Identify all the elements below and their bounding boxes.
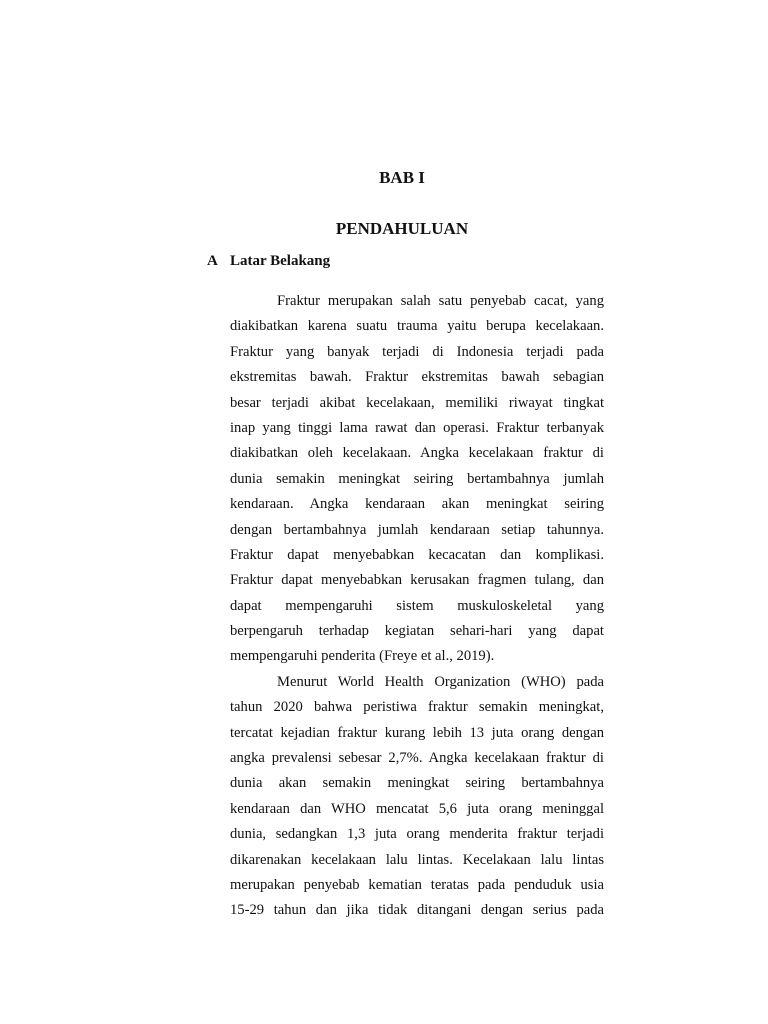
paragraph-line: dikarenakan kecelakaan lalu lintas. Kecelakaan lalu lintas xyxy=(230,851,604,868)
paragraph-line: ekstremitas bawah. Fraktur ekstremitas bawah sebagian xyxy=(230,369,604,386)
paragraph-line: 15-29 tahun dan jika tidak ditangani dengan serius pada xyxy=(230,902,604,919)
paragraph-line: Menurut World Health Organization (WHO) pada xyxy=(277,673,604,690)
paragraph-line: diakibatkan oleh kecelakaan. Angka kecelakaan fraktur di xyxy=(230,445,604,462)
section-heading-text: Latar Belakang xyxy=(230,253,331,269)
paragraph-line: besar terjadi akibat kecelakaan, memiliki riwayat tingkat xyxy=(230,394,604,411)
paragraph-line: dengan bertambahnya jumlah kendaraan setiap tahunnya. xyxy=(230,521,604,538)
section-heading xyxy=(207,250,330,272)
paragraph-line: kendaraan dan WHO mencatat 5,6 juta orang meninggal xyxy=(230,800,604,817)
paragraph-line: Fraktur yang banyak terjadi di Indonesia terjadi pada xyxy=(230,343,604,360)
chapter-title: PENDAHULUAN xyxy=(335,219,469,238)
paragraph-line: dunia semakin meningkat seiring bertambahnya jumlah xyxy=(230,470,604,487)
paragraph-line: tercatat kejadian fraktur kurang lebih 13 juta orang dengan xyxy=(230,724,604,741)
paragraph-line: Fraktur merupakan salah satu penyebab cacat, yang xyxy=(277,293,604,309)
paragraph-line: dunia akan semakin meningkat seiring bertambahnya xyxy=(230,775,604,792)
paragraph-1 xyxy=(230,289,604,670)
paragraph-line: Fraktur dapat menyebabkan kerusakan fragmen tulang, dan xyxy=(230,572,604,589)
paragraph-line: dunia, sedangkan 1,3 juta orang menderita fraktur terjadi xyxy=(230,826,604,843)
paragraph-2 xyxy=(230,670,604,924)
paragraph-line: mempengaruhi penderita (Freye et al., 2019). xyxy=(230,648,495,665)
paragraph-line: inap yang tinggi lama rawat dan operasi. Fraktur terbanyak xyxy=(230,419,604,436)
body-text xyxy=(230,289,604,924)
chapter-heading: BAB I xyxy=(379,168,425,187)
paragraph-line: tahun 2020 bahwa peristiwa fraktur semakin meningkat, xyxy=(230,699,604,716)
paragraph-line: merupakan penyebab kematian teratas pada penduduk usia xyxy=(230,876,604,893)
paragraph-line: kendaraan. Angka kendaraan akan meningkat seiring xyxy=(230,496,604,513)
paragraph-line: angka prevalensi sebesar 2,7%. Angka kecelakaan fraktur di xyxy=(230,750,604,767)
paragraph-line: Fraktur dapat menyebabkan kecacatan dan komplikasi. xyxy=(230,546,604,563)
paragraph-line: berpengaruh terhadap kegiatan sehari-hari yang dapat xyxy=(230,623,604,640)
section-letter: A xyxy=(207,253,218,269)
paragraph-line: diakibatkan karena suatu trauma yaitu berupa kecelakaan. xyxy=(230,318,604,335)
paragraph-line: dapat mempengaruhi sistem muskuloskeletal yang xyxy=(230,597,604,614)
